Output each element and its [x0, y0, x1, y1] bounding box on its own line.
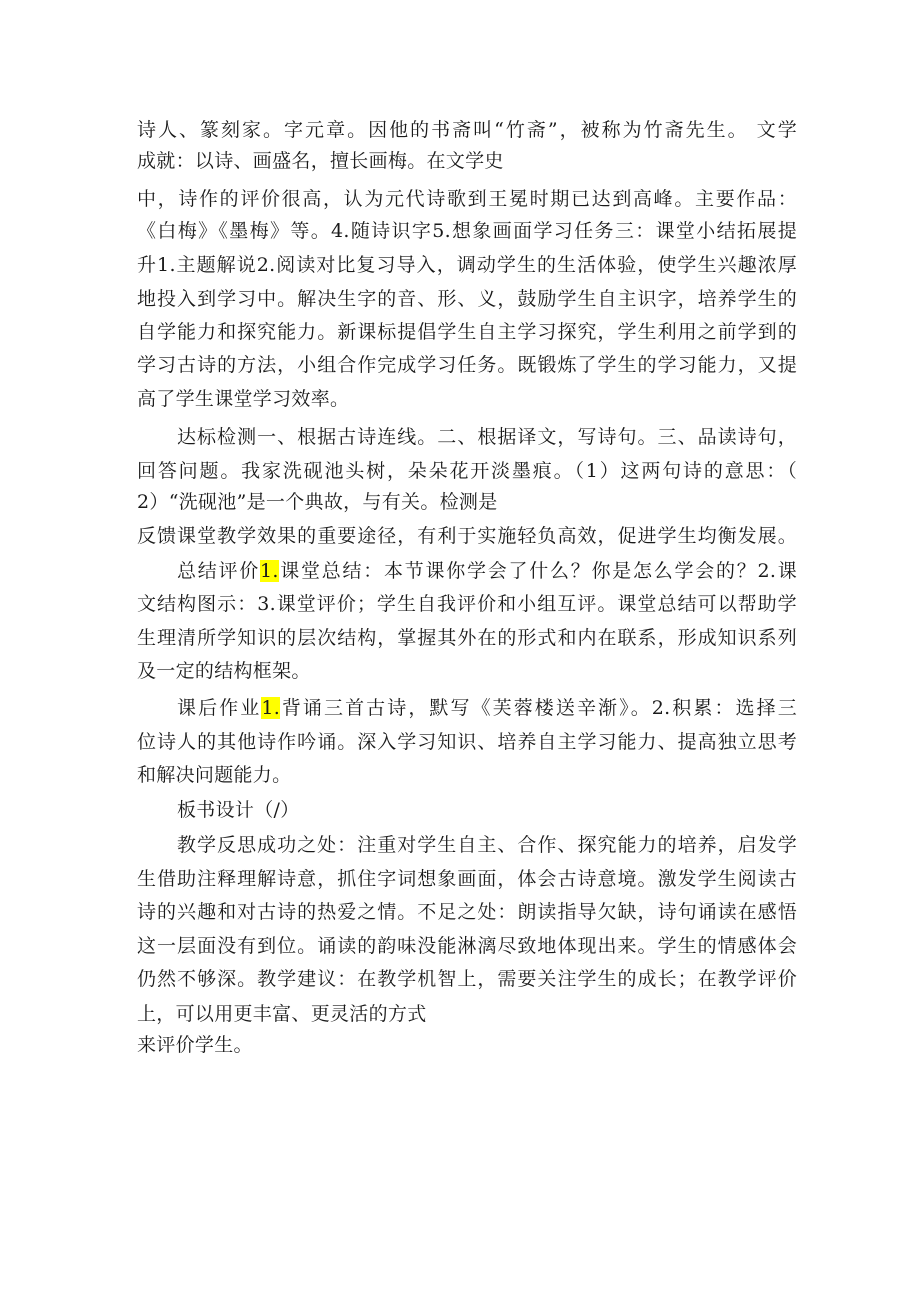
text-line: 诗人、篆刻家。字元章。因他的书斋叫“竹斋”，被称为竹斋先生。 文学 [137, 119, 797, 141]
section-label: 总结评价 [177, 560, 261, 582]
text-line: 成就：以诗、画盛名，擅长画梅。在文学史 [137, 150, 504, 172]
text-line: 自学能力和探究能力。新课标提倡学生自主学习探究，学生利用之前学到的 [137, 321, 797, 343]
text-line: 位诗人的其他诗作吟诵。深入学习知识、培养自主学习能力、提高独立思考 [137, 731, 797, 753]
text-line: 高了学生课堂学习效率。 [137, 388, 350, 410]
text-line: 及一定的结构框架。 [137, 660, 311, 682]
text-line: 2）“洗砚池”是一个典故，与有关。检测是 [137, 491, 498, 513]
line-text: 课堂总结：本节课你学会了什么？你是怎么学会的？2.课 [278, 560, 797, 582]
text-line: 教学反思成功之处：注重对学生自主、合作、探究能力的培养，启发学 [177, 834, 797, 856]
text-line: 地投入到学习中。解决生字的音、形、义，鼓励学生自主识字，培养学生的 [137, 288, 797, 310]
text-line: 和解决问题能力。 [137, 764, 292, 786]
text-line: 上，可以用更丰富、更灵活的方式 [137, 1003, 427, 1025]
text-line: 仍然不够深。教学建议：在教学机智上，需要关注学生的成长；在教学评价 [137, 968, 797, 990]
text-line: 生理清所学知识的层次结构，掌握其外在的形式和内在联系，形成知识系列 [137, 627, 797, 649]
text-line [177, 693, 797, 723]
section-heading: 板书设计（/） [177, 799, 300, 821]
highlighted-number: 1. [261, 697, 281, 719]
section-label: 课后作业 [177, 697, 262, 719]
text-line: 反馈课堂教学效果的重要途径，有利于实施轻负高效，促进学生均衡发展。 [137, 525, 797, 547]
text-line: 回答问题。我家洗砚池头树，朵朵花开淡墨痕。（1）这两句诗的意思：（ [137, 460, 797, 482]
text-line: 诗的兴趣和对古诗的热爱之情。不足之处：朗读指导欠缺，诗句诵读在感悟 [137, 901, 797, 923]
text-line: 来评价学生。 [137, 1034, 253, 1056]
highlighted-number: 1. [260, 560, 279, 582]
text-line: 这一层面没有到位。诵读的韵味没能淋漓尽致地体现出来。学生的情感体会 [137, 935, 797, 957]
text-line [177, 556, 797, 586]
text-line: 《白梅》《墨梅》等。4.随诗识字5.想象画面学习任务三：课堂小结拓展提 [137, 220, 797, 242]
text-line: 文结构图示：3.课堂评价；学生自我评价和小组互评。课堂总结可以帮助学 [137, 593, 797, 615]
line-text: 背诵三首古诗，默写《芙蓉楼送辛渐》。2.积累：选择三 [280, 697, 797, 719]
text-line: 学习古诗的方法，小组合作完成学习任务。既锻炼了学生的学习能力，又提 [137, 354, 797, 376]
text-line: 升1.主题解说2.阅读对比复习导入，调动学生的生活体验，使学生兴趣浓厚 [137, 254, 797, 276]
text-line: 达标检测一、根据古诗连线。二、根据译文，写诗句。三、品读诗句， [177, 426, 797, 448]
text-line: 中，诗作的评价很高，认为元代诗歌到王冕时期已达到高峰。主要作品： [137, 188, 797, 210]
text-line: 生借助注释理解诗意，抓住字词想象画面，体会古诗意境。激发学生阅读古 [137, 868, 797, 890]
